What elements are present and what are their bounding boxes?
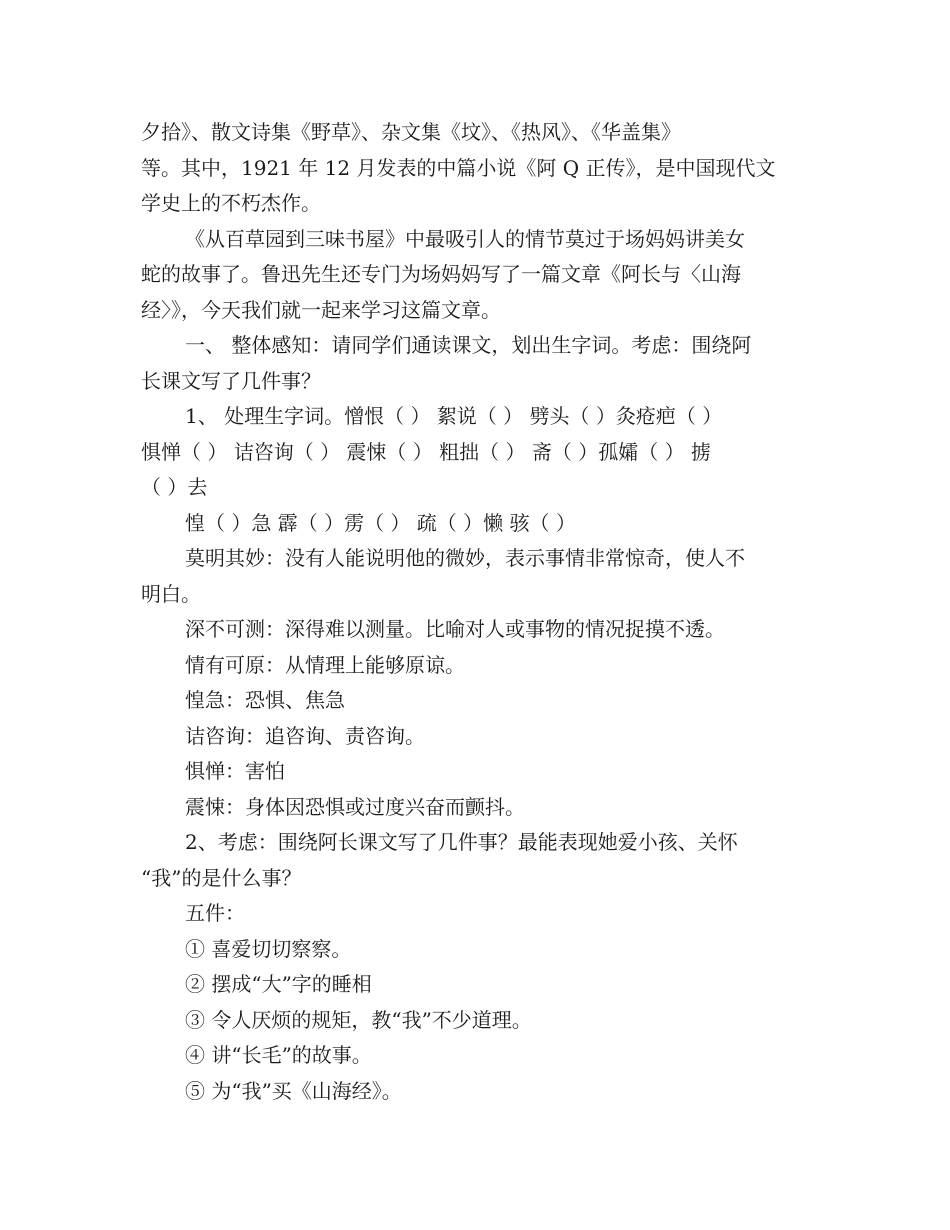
- list-item: ② 摆成“大”字的睡相: [185, 972, 372, 996]
- list-item: ① 喜爱切切察察。: [185, 936, 352, 961]
- definition-line: 惧惮：害怕: [185, 759, 285, 783]
- definition-line: 深不可测：深得难以测量。比喻对人或事物的情况捉摸不透。: [185, 617, 725, 641]
- list-item: ④ 讲“长毛”的故事。: [185, 1043, 372, 1067]
- list-item: ⑤ 为“我”买《山海经》。: [185, 1078, 402, 1103]
- question-line: 2、考虑：围绕阿长课文写了几件事？最能表现她爱小孩、关怀: [185, 830, 738, 854]
- document-body: [141, 115, 813, 1109]
- list-item: ③ 令人厌烦的规矩，教“我”不少道理。: [185, 1007, 532, 1032]
- definition-line: 情有可原：从情理上能够原谅。: [185, 652, 465, 677]
- body-line: 学史上的不朽杰作。: [141, 191, 321, 215]
- answer-line: 五件：: [185, 901, 245, 925]
- definition-line: 诘咨询：追咨询、责咨询。: [185, 723, 425, 748]
- vocab-line: 惶（ ）急 霹（ ）雳（ ） 疏（ ）懒 骇（ ）: [185, 510, 576, 535]
- definition-line: 明白。: [141, 581, 201, 606]
- vocab-line: （ ）去: [141, 475, 208, 499]
- body-line: 夕拾》、散文诗集《野草》、杂文集《坟》、《热风》、《华盖集》: [141, 120, 681, 144]
- vocab-line: 1、 处理生字词。憎恨（ ） 絮说（ ） 劈头（ ）灸疮疤（ ）: [185, 404, 723, 428]
- question-line: “我”的是什么事？: [141, 865, 302, 890]
- body-line: 蛇的故事了。鲁迅先生还专门为场妈妈写了一篇文章《阿长与〈山海: [141, 262, 741, 286]
- body-line: 经〉》，今天我们就一起来学习这篇文章。: [141, 297, 501, 322]
- definition-line: 惶急：恐惧、焦急: [185, 688, 345, 712]
- body-line: 等。其中，1921 年 12 月发表的中篇小说《阿 Q 正传》，是中国现代文: [141, 155, 776, 180]
- vocab-line: 惧惮（ ） 诘咨询（ ） 震悚（ ） 粗拙（ ） 斋（ ）孤孀（ ） 掳: [141, 439, 711, 464]
- definition-line: 莫明其妙：没有人能说明他的微妙，表示事情非常惊奇，使人不: [185, 546, 745, 570]
- definition-line: 震悚：身体因恐惧或过度兴奋而颤抖。: [185, 794, 525, 819]
- body-line: 《从百草园到三味书屋》中最吸引人的情节莫过于场妈妈讲美女: [185, 226, 745, 251]
- section-heading: 一、 整体感知：请同学们通读课文，划出生字词。考虑：围绕阿: [185, 333, 752, 357]
- body-line: 长课文写了几件事？: [141, 368, 321, 393]
